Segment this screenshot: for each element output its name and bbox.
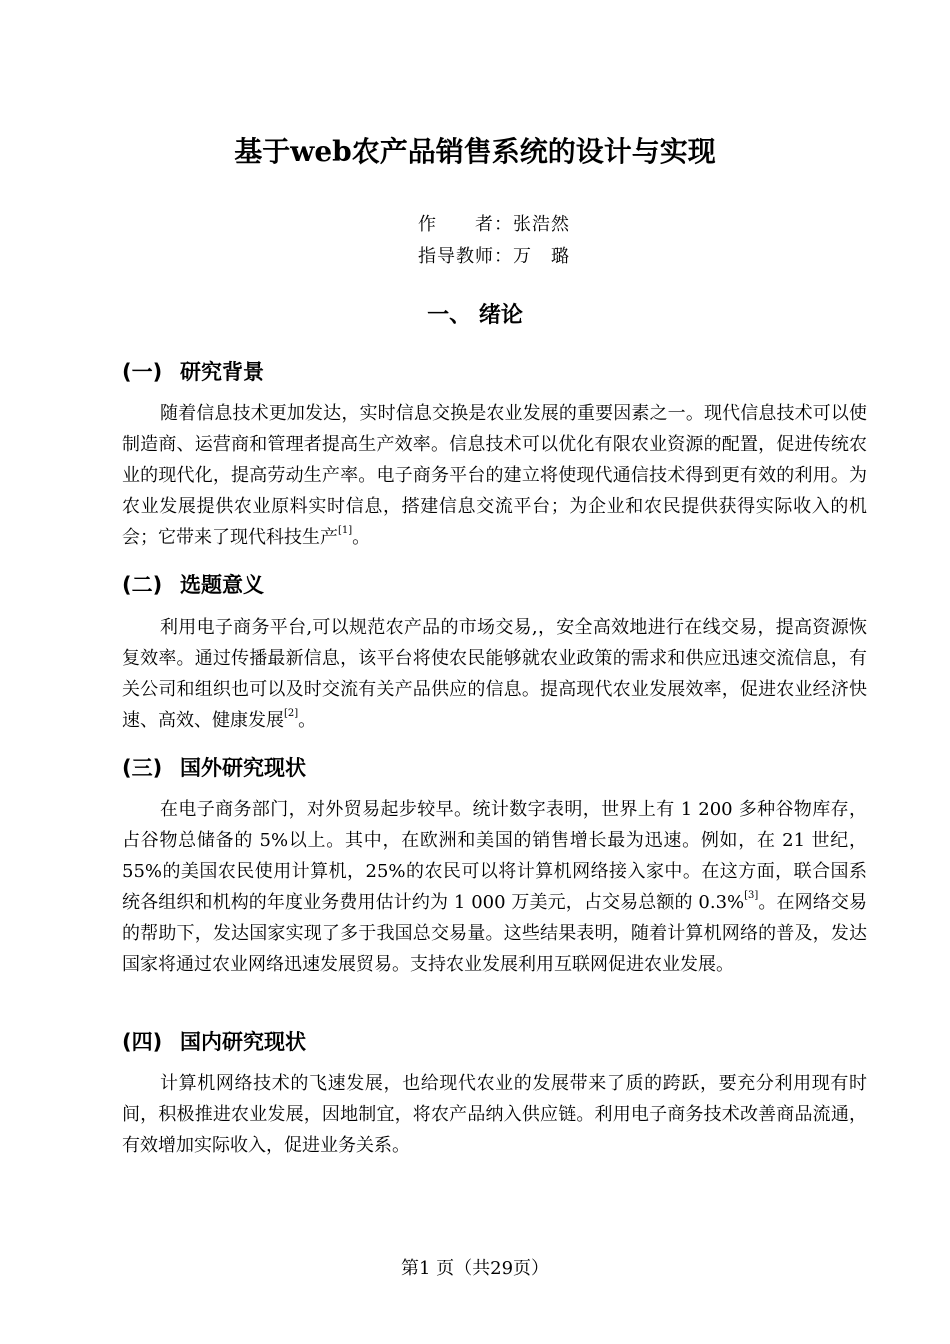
author-line: [418, 210, 570, 236]
paragraph-tail: 。: [352, 527, 371, 548]
section-title: 选题意义: [180, 573, 264, 597]
advisor-line: [418, 242, 570, 268]
section-number: (四): [122, 1030, 163, 1054]
section-heading-domestic: [122, 1026, 306, 1056]
document-title: 基于web农产品销售系统的设计与实现: [234, 135, 716, 168]
advisor-name: 万 璐: [513, 246, 570, 267]
section-number: (二): [122, 573, 163, 597]
paragraph-foreign: [122, 794, 867, 980]
section-number: (三): [122, 756, 163, 780]
paragraph-text: 利用电子商务平台,可以规范农产品的市场交易,，安全高效地进行在线交易，提高资源恢复效率。通过传播最新信息，该平台将使农民能够就农业政策的需求和供应迅速交流信息，有关公司和组织也可以及时交流有关产品供应的信息。提高现代农业发展效率，促进农业经济快速、高效、健康发展: [122, 617, 867, 731]
paragraph-text: 随着信息技术更加发达，实时信息交换是农业发展的重要因素之一。现代信息技术可以使制造商、运营商和管理者提高生产效率。信息技术可以优化有限农业资源的配置，促进传统农业的现代化，提高劳动生产率。电子商务平台的建立将使现代通信技术得到更有效的利用。为农业发展提供农业原料实时信息，搭建信息交流平台；为企业和农民提供获得实际收入的机会；它带来了现代科技生产: [122, 403, 867, 548]
section-number: (一): [122, 360, 163, 384]
paragraph-significance: [122, 612, 867, 736]
paragraph-text: 计算机网络技术的飞速发展，也给现代农业的发展带来了质的跨跃，要充分利用现有时间，积极推进农业发展，因地制宜，将农产品纳入供应链。利用电子商务技术改善商品流通，有效增加实际收入，促进业务关系。: [122, 1073, 867, 1156]
author-name: 张浩然: [513, 214, 570, 235]
paragraph-tail: 。在网络交易的帮助下，发达国家实现了多于我国总交易量。这些结果表明，随着计算机网络的普及，发达国家将通过农业网络迅速发展贸易。支持农业发展利用互联网促进农业发展。: [122, 892, 868, 975]
citation-marker: [3]: [744, 890, 759, 901]
section-title: 研究背景: [180, 360, 264, 384]
page-number: 第1 页（共29页）: [400, 1258, 550, 1279]
paragraph-tail: 。: [298, 710, 317, 731]
citation-marker: [2]: [284, 708, 299, 719]
paragraph-text: 在电子商务部门，对外贸易起步较早。统计数字表明，世界上有 1 200 多种谷物库存，占谷物总储备的 5%以上。其中，在欧洲和美国的销售增长最为迅速。例如，在 21 世纪，55%的美国农民使用计算机，25%的农民可以将计算机网络接入家中。在这方面，联合国系统各组织和机构的年度业务费用估计约为 1 000 万美元，占交易总额的 0.3%: [122, 799, 867, 913]
chapter-heading: 一、 绪论: [427, 303, 523, 328]
paragraph-background: [122, 398, 867, 553]
section-heading-background: [122, 356, 264, 386]
paragraph-domestic: [122, 1068, 867, 1161]
author-label: 作 者：: [418, 214, 513, 235]
advisor-label: 指导教师：: [418, 246, 513, 267]
section-title: 国外研究现状: [180, 756, 306, 780]
section-heading-foreign: [122, 752, 306, 782]
section-title: 国内研究现状: [180, 1030, 306, 1054]
citation-marker: [1]: [338, 525, 353, 536]
section-heading-significance: [122, 569, 264, 599]
